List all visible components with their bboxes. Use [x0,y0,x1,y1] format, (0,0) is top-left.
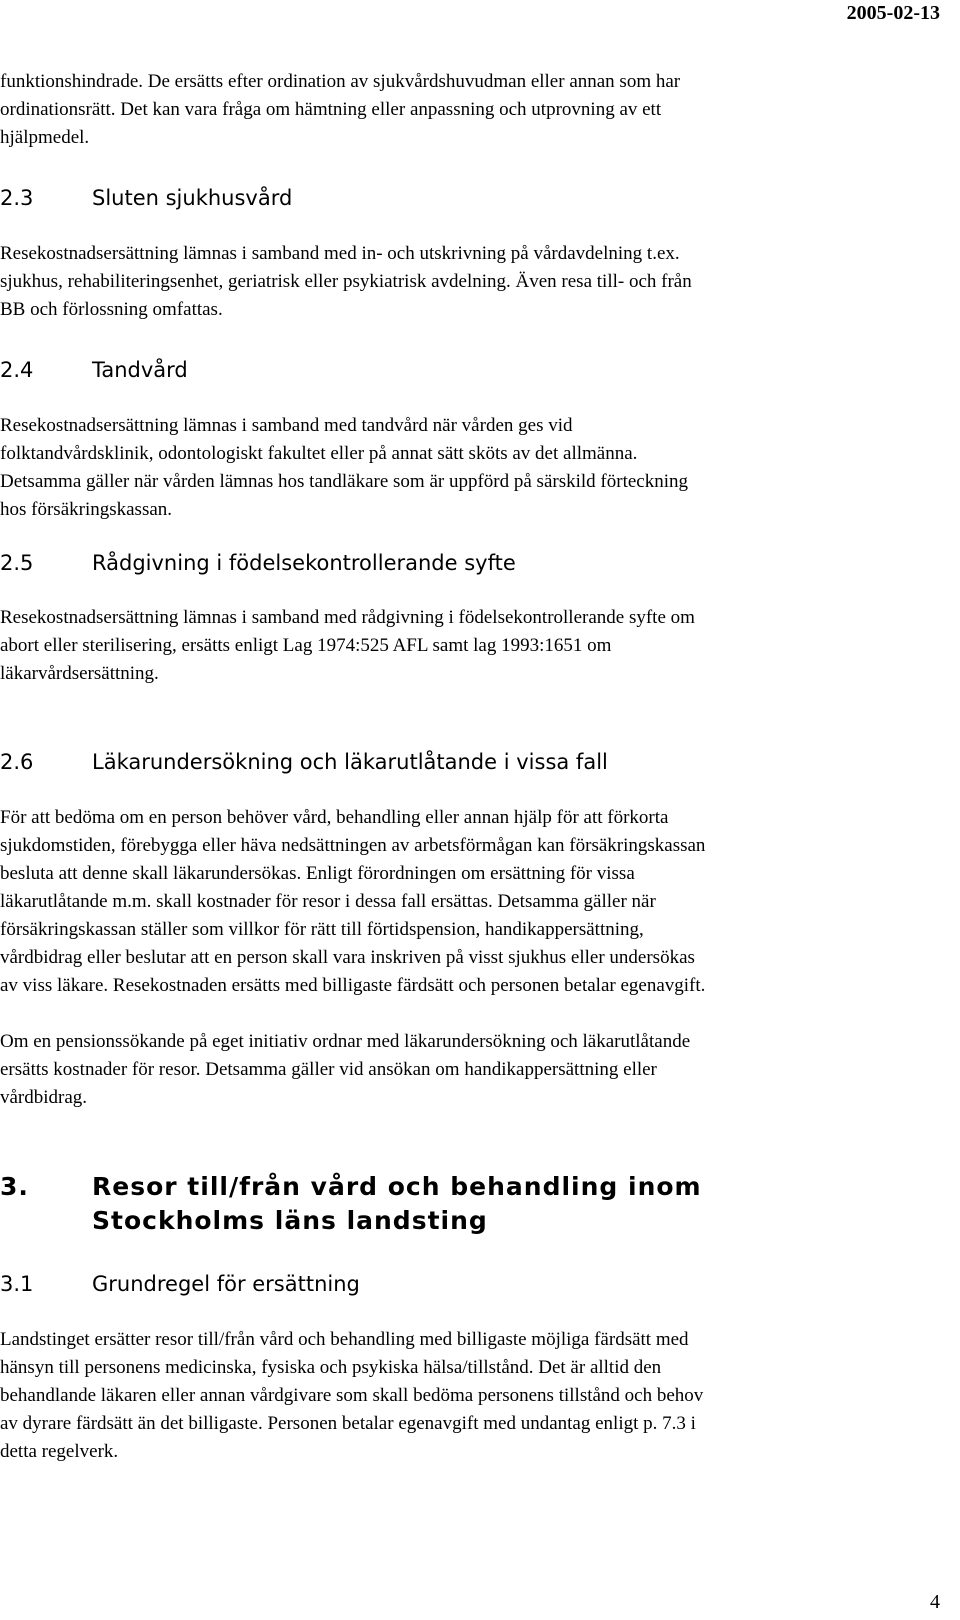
text-line: BB och förlossning omfattas. [0,299,223,320]
text-line: Landstinget ersätter resor till/från vård och behandling med billigaste möjliga färdsätt med [0,1329,689,1350]
section-heading-3-1 [0,1271,360,1297]
text-line: behandlande läkaren eller annan vårdgivare som skall bedöma personens tillstånd och behov [0,1385,704,1406]
document-date: 2005-02-13 [846,2,940,24]
chapter-title-line: Stockholms läns landsting [92,1206,488,1235]
intro-paragraph [0,68,945,152]
text-line: hjälpmedel. [0,127,90,148]
section-heading-2-3 [0,185,292,211]
section-heading-2-5 [0,550,516,576]
text-line: besluta att denne skall läkarundersökas. Enligt förordningen om ersättning för vissa [0,863,635,884]
chapter-title [92,1170,702,1238]
section-heading-2-6 [0,749,608,775]
page-number: 4 [930,1591,940,1613]
chapter-heading-3 [0,1170,702,1238]
text-line: läkarvårdsersättning. [0,663,159,684]
text-line: läkarutlåtande m.m. skall kostnader för resor i dessa fall ersättas. Detsamma gäller när [0,891,656,912]
text-line: Om en pensionssökande på eget initiativ ordnar med läkarundersökning och läkarutlåtande [0,1031,691,1052]
section-2-6-paragraph-1 [0,804,945,1000]
text-line: sjukhus, rehabiliteringsenhet, geriatrisk eller psykiatrisk avdelning. Även resa till- och från [0,271,692,292]
chapter-number: 3. [0,1172,29,1201]
text-line: av viss läkare. Resekostnaden ersätts med billigaste färdsätt och personen betalar egenavgift. [0,975,706,996]
section-2-5-paragraph [0,604,945,688]
section-number: 2.3 [0,186,34,210]
chapter-title-line: Resor till/från vård och behandling inom [92,1172,702,1201]
text-line: ordinationsrätt. Det kan vara fråga om hämtning eller anpassning och utprovning av ett [0,99,662,120]
section-3-1-paragraph [0,1326,945,1466]
section-number: 2.6 [0,750,34,774]
section-title: Rådgivning i födelsekontrollerande syfte [92,551,516,575]
text-line: Resekostnadsersättning lämnas i samband med tandvård när vården ges vid [0,415,573,436]
section-number: 2.4 [0,358,34,382]
text-line: hänsyn till personens medicinska, fysiska och psykiska hälsa/tillstånd. Det är alltid den [0,1357,662,1378]
section-title: Läkarundersökning och läkarutlåtande i vissa fall [92,750,608,774]
text-line: vårdbidrag eller beslutar att en person skall vara inskriven på visst sjukhus eller undersökas [0,947,695,968]
section-number: 3.1 [0,1272,34,1296]
section-2-3-paragraph [0,240,945,324]
text-line: Resekostnadsersättning lämnas i samband med in- och utskrivning på vårdavdelning t.ex. [0,243,680,264]
section-title: Grundregel för ersättning [92,1272,360,1296]
text-line: folktandvårdsklinik, odontologiskt fakultet eller på annat sätt sköts av det allmänna. [0,443,638,464]
section-2-4-paragraph [0,412,945,524]
text-line: abort eller sterilisering, ersätts enligt Lag 1974:525 AFL samt lag 1993:1651 om [0,635,612,656]
text-line: Detsamma gäller när vården lämnas hos tandläkare som är uppförd på särskild förteckning [0,471,688,492]
section-number: 2.5 [0,551,34,575]
text-line: vårdbidrag. [0,1087,88,1108]
text-line: av dyrare färdsätt än det billigaste. Personen betalar egenavgift med undantag enligt p. 7.3 i [0,1413,696,1434]
text-line: hos försäkringskassan. [0,499,173,520]
text-line: försäkringskassan ställer som villkor för rätt till förtidspension, handikappersättning, [0,919,644,940]
section-2-6-paragraph-2 [0,1028,945,1112]
text-line: För att bedöma om en person behöver vård, behandling eller annan hjälp för att förkorta [0,807,669,828]
text-line: sjukdomstiden, förebygga eller häva nedsättningen av arbetsförmågan kan försäkringskassan [0,835,706,856]
text-line: ersätts kostnader för resor. Detsamma gäller vid ansökan om handikappersättning eller [0,1059,657,1080]
text-line: detta regelverk. [0,1441,119,1462]
section-heading-2-4 [0,357,188,383]
section-title: Sluten sjukhusvård [92,186,293,210]
text-line: Resekostnadsersättning lämnas i samband med rådgivning i födelsekontrollerande syfte om [0,607,695,628]
section-title: Tandvård [92,358,188,382]
text-line: funktionshindrade. De ersätts efter ordination av sjukvårdshuvudman eller annan som har [0,71,681,92]
